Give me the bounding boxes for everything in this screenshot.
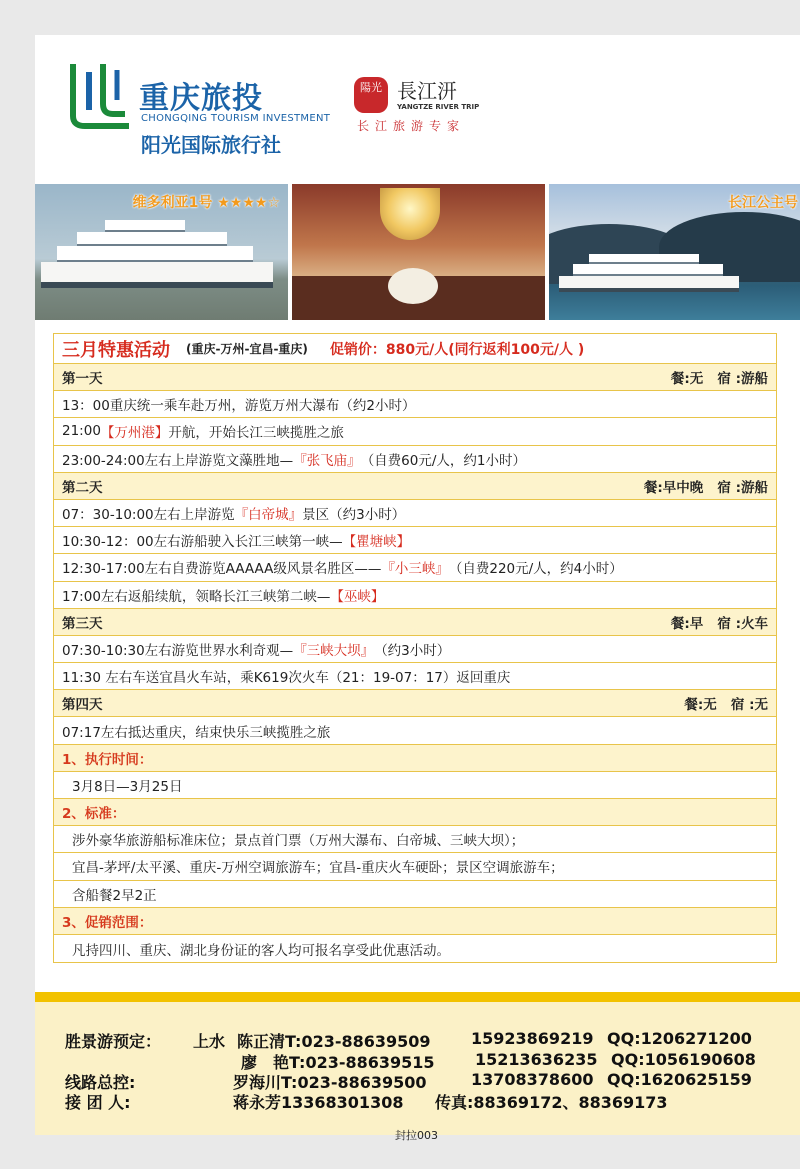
line-text: 07:17左右抵达重庆，结束快乐三峡揽胜之旅 (62, 724, 331, 741)
line-text: 12:30-17:00左右自费游览AAAAA级风景名胜区—— (62, 561, 382, 578)
itinerary-line (54, 500, 776, 527)
section-text: 凡持四川、重庆、湖北身份证的客人均可报名享受此优惠活动。 (72, 942, 450, 959)
day-meals-stay (671, 367, 768, 387)
section-text: 3月8日—3月25日 (72, 778, 183, 795)
contact-3-mobile: 13708378600 (471, 1070, 594, 1089)
itinerary-line (54, 527, 776, 554)
promo-price: 促销价：880元/人(同行返利100元/人 ) (329, 341, 585, 358)
section-line (54, 826, 776, 853)
line-text: 开航，开始长江三峡揽胜之旅 (168, 425, 344, 442)
line-text: 07：30-10:00左右上岸游览 (62, 507, 235, 524)
itinerary-line (54, 663, 776, 690)
ship-deck-shape (105, 220, 185, 232)
highlight-place: 【巫峡】 (330, 588, 385, 605)
contact-4: 蒋永芳13368301308 (233, 1093, 404, 1112)
fax-numbers: 传真:88369172、88369173 (435, 1093, 668, 1112)
photo-strip (35, 184, 800, 320)
brand-name: 重庆旅投 (139, 81, 263, 116)
contact-1-mobile: 15923869219 (471, 1029, 594, 1048)
page-code: 封拉003 (395, 1129, 438, 1142)
ship-hull-shape (41, 262, 273, 288)
ship-deck-shape (589, 254, 699, 264)
meals: 餐:早中晚 (643, 479, 704, 496)
contact-3: 罗海川T:023-88639500 (233, 1073, 427, 1092)
itinerary-line (54, 636, 776, 663)
stay: 宿 :游船 (717, 479, 768, 496)
line-text: 07:30-10:30左右游览世界水利奇观— (62, 642, 294, 659)
ship-deck-shape (573, 264, 723, 276)
branch-label: 上水 (193, 1032, 226, 1051)
itinerary-line (54, 554, 776, 581)
booking-label: 胜景游预定： (65, 1032, 162, 1051)
partner-name: 長江汧 (397, 79, 457, 103)
day-label: 第一天 (62, 371, 103, 388)
section-line (54, 772, 776, 799)
meals: 餐:无 (670, 371, 704, 388)
ship2-label: 长江公主号 (728, 195, 798, 211)
line-text: 23:00-24:00左右上岸游览文藻胜地— (62, 452, 294, 469)
ship1-label (133, 192, 280, 212)
itinerary-line (54, 582, 776, 609)
route-label: 线路总控: (65, 1073, 136, 1092)
meals: 餐:早 (670, 615, 704, 632)
partner-english-name: YANGTZE RIVER TRIP (397, 103, 480, 111)
footer-band (35, 992, 800, 1002)
day-label: 第二天 (62, 479, 103, 496)
section-text: 宜昌-茅坪/太平溪、重庆-万州空调旅游车；宜昌-重庆火车硬卧；景区空调旅游车； (72, 860, 564, 877)
line-text: 10:30-12：00左右游船驶入长江三峡第一峡— (62, 534, 343, 551)
promo-route: (重庆-万州-宜昌-重庆) (186, 342, 308, 356)
stay: 宿 :游船 (717, 371, 768, 388)
contact-1-qq: QQ:1206271200 (607, 1029, 752, 1048)
day-header-row (54, 690, 776, 717)
line-text: （自费220元/人，约4小时） (448, 561, 623, 578)
highlight-place: 『白帝城』 (234, 507, 303, 524)
itinerary-line (54, 717, 776, 744)
line-text: （自费60元/人，约1小时） (360, 452, 527, 469)
partner-slogan: 长江旅游专家 (357, 119, 466, 133)
section-title: 1、执行时间： (62, 751, 153, 768)
agency-name: 阳光国际旅行社 (141, 133, 281, 157)
section-line (54, 853, 776, 880)
day-header-row (54, 473, 776, 500)
ship-hull-shape (559, 276, 739, 292)
flyer-sheet (35, 35, 800, 1135)
ship-interior-photo (292, 184, 545, 320)
section-title-row (54, 908, 776, 935)
ship-photo-victoria (35, 184, 288, 320)
day-label: 第三天 (62, 615, 103, 632)
brand-english-name: CHONGQING TOURISM INVESTMENT (141, 113, 331, 124)
partner-seal-logo: 陽光 (354, 77, 388, 113)
line-text: 13：00重庆统一乘车赴万州，游览万州大瀑布（约2小时） (62, 398, 416, 415)
section-title-row (54, 745, 776, 772)
section-line (54, 881, 776, 908)
contact-2-qq: QQ:1056190608 (611, 1050, 756, 1069)
meals: 餐:无 (684, 697, 717, 714)
chongqing-tourism-logo-icon (67, 60, 133, 132)
ship1-name: 维多利亚1号 (132, 195, 213, 211)
section-text: 涉外豪华旅游船标准床位；景点首门票（万州大瀑布、白帝城、三峡大坝）； (72, 833, 525, 850)
section-text: 含船餐2早2正 (72, 887, 157, 904)
line-text: 17:00左右返船续航，领略长江三峡第二峡— (62, 588, 331, 605)
line-text: （约3小时） (374, 642, 451, 659)
highlight-place: 『小三峡』 (381, 561, 449, 578)
day-header-row (54, 364, 776, 391)
lobby-table-shape (388, 268, 438, 304)
itinerary-line (54, 446, 776, 473)
section-line (54, 935, 776, 962)
section-title: 2、标准： (62, 806, 126, 823)
section-title-row (54, 799, 776, 826)
ship-deck-shape (77, 232, 227, 246)
contact-2-mobile: 15213636235 (475, 1050, 598, 1069)
line-text: 11:30 左右车送宜昌火车站，乘K619次火车（21：19-07：17）返回重庆 (62, 670, 511, 687)
contact-1: 陈正清T:023-88639509 (237, 1032, 431, 1051)
day-meals-stay (644, 476, 768, 496)
itinerary-table (53, 333, 777, 963)
ship1-stars: ★★★★☆ (217, 195, 280, 211)
contact-3-qq: QQ:1620625159 (607, 1070, 752, 1089)
contact-footer (35, 1002, 800, 1135)
promo-header-row (54, 334, 776, 364)
ship-photo-princess (549, 184, 800, 320)
promo-title: 三月特惠活动 (62, 339, 170, 361)
highlight-place: 『张飞庙』 (293, 452, 361, 469)
stay: 宿 :火车 (717, 615, 768, 632)
highlight-place: 『三峡大坝』 (293, 642, 375, 659)
line-text: 21:00 (62, 423, 101, 440)
highlight-place: 【万州港】 (100, 425, 169, 442)
section-title: 3、促销范围： (62, 914, 153, 931)
ship-deck-shape (57, 246, 253, 262)
itinerary-line (54, 391, 776, 418)
day-meals-stay (671, 612, 768, 632)
stay: 宿 :无 (730, 697, 768, 714)
day-meals-stay (684, 693, 768, 713)
day-header-row (54, 609, 776, 636)
contact-2: 廖 艳T:023-88639515 (241, 1053, 435, 1072)
highlight-place: 【瞿塘峡】 (342, 534, 411, 551)
line-text: 景区（约3小时） (302, 507, 406, 524)
receiver-label: 接 团 人: (65, 1093, 131, 1112)
itinerary-line (54, 418, 776, 445)
chandelier-icon (380, 188, 440, 240)
day-label: 第四天 (62, 697, 103, 714)
